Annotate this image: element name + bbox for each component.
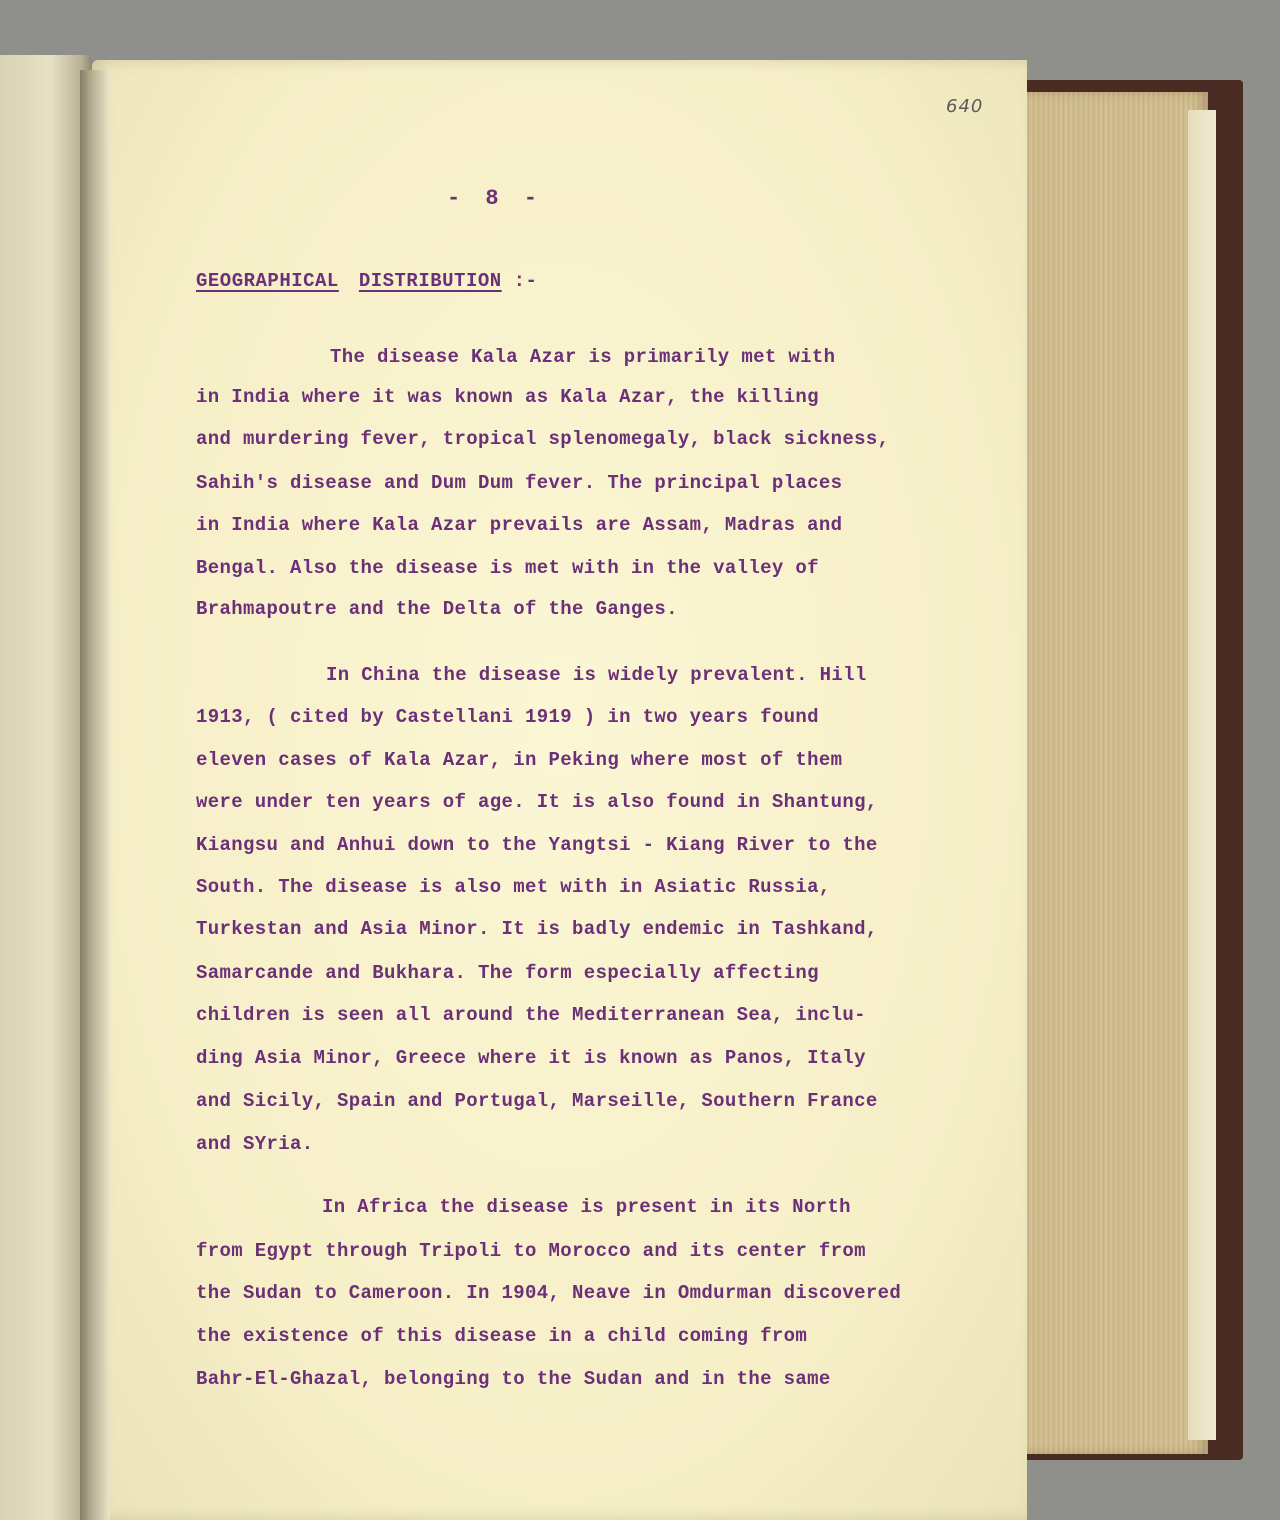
- text-line: ding Asia Minor, Greece where it is known as Panos, Italy: [196, 1047, 866, 1069]
- page-number: - 8 -: [446, 186, 543, 211]
- text-line: Kiangsu and Anhui down to the Yangtsi - Kiang River to the: [196, 834, 878, 856]
- text-line: and SYria.: [196, 1133, 314, 1155]
- text-line: from Egypt through Tripoli to Morocco and its center from: [196, 1240, 866, 1262]
- text-line: in India where Kala Azar prevails are Assam, Madras and: [196, 514, 843, 536]
- text-line: South. The disease is also met with in Asiatic Russia,: [196, 876, 831, 898]
- text-line: Samarcande and Bukhara. The form especially affecting: [196, 962, 819, 984]
- text-line: children is seen all around the Mediterranean Sea, inclu-: [196, 1004, 866, 1026]
- text-line: The disease Kala Azar is primarily met with: [330, 346, 836, 368]
- heading-word-geographical: GEOGRAPHICAL: [196, 270, 339, 292]
- text-line: the existence of this disease in a child coming from: [196, 1325, 808, 1347]
- text-line: and murdering fever, tropical splenomegaly, black sickness,: [196, 428, 890, 450]
- text-line: In China the disease is widely prevalent. Hill: [326, 664, 867, 686]
- text-line: Bengal. Also the disease is met with in the valley of: [196, 557, 819, 579]
- text-line: Sahih's disease and Dum Dum fever. The principal places: [196, 472, 843, 494]
- left-facing-page: [0, 55, 92, 1520]
- text-line: Turkestan and Asia Minor. It is badly endemic in Tashkand,: [196, 918, 878, 940]
- text-line: eleven cases of Kala Azar, in Peking where most of them: [196, 749, 843, 771]
- heading-word-distribution: DISTRIBUTION: [358, 270, 502, 292]
- page-fore-edge: [1020, 92, 1208, 1454]
- heading-suffix: :-: [513, 270, 538, 292]
- text-line: Brahmapoutre and the Delta of the Ganges.: [196, 598, 678, 620]
- book-gutter: [80, 70, 110, 1520]
- text-line: were under ten years of age. It is also found in Shantung,: [196, 791, 878, 813]
- section-heading: [196, 270, 537, 292]
- text-line: the Sudan to Cameroon. In 1904, Neave in Omdurman discovered: [196, 1282, 902, 1304]
- text-line: and Sicily, Spain and Portugal, Marseille, Southern France: [196, 1090, 878, 1112]
- text-line: 1913, ( cited by Castellani 1919 ) in two years found: [196, 706, 819, 728]
- folio-number: 640: [946, 96, 984, 117]
- page-fore-edge-light: [1188, 110, 1216, 1440]
- text-line: in India where it was known as Kala Azar, the killing: [196, 386, 819, 408]
- text-line: In Africa the disease is present in its North: [322, 1196, 851, 1218]
- text-line: Bahr-El-Ghazal, belonging to the Sudan and in the same: [196, 1368, 831, 1390]
